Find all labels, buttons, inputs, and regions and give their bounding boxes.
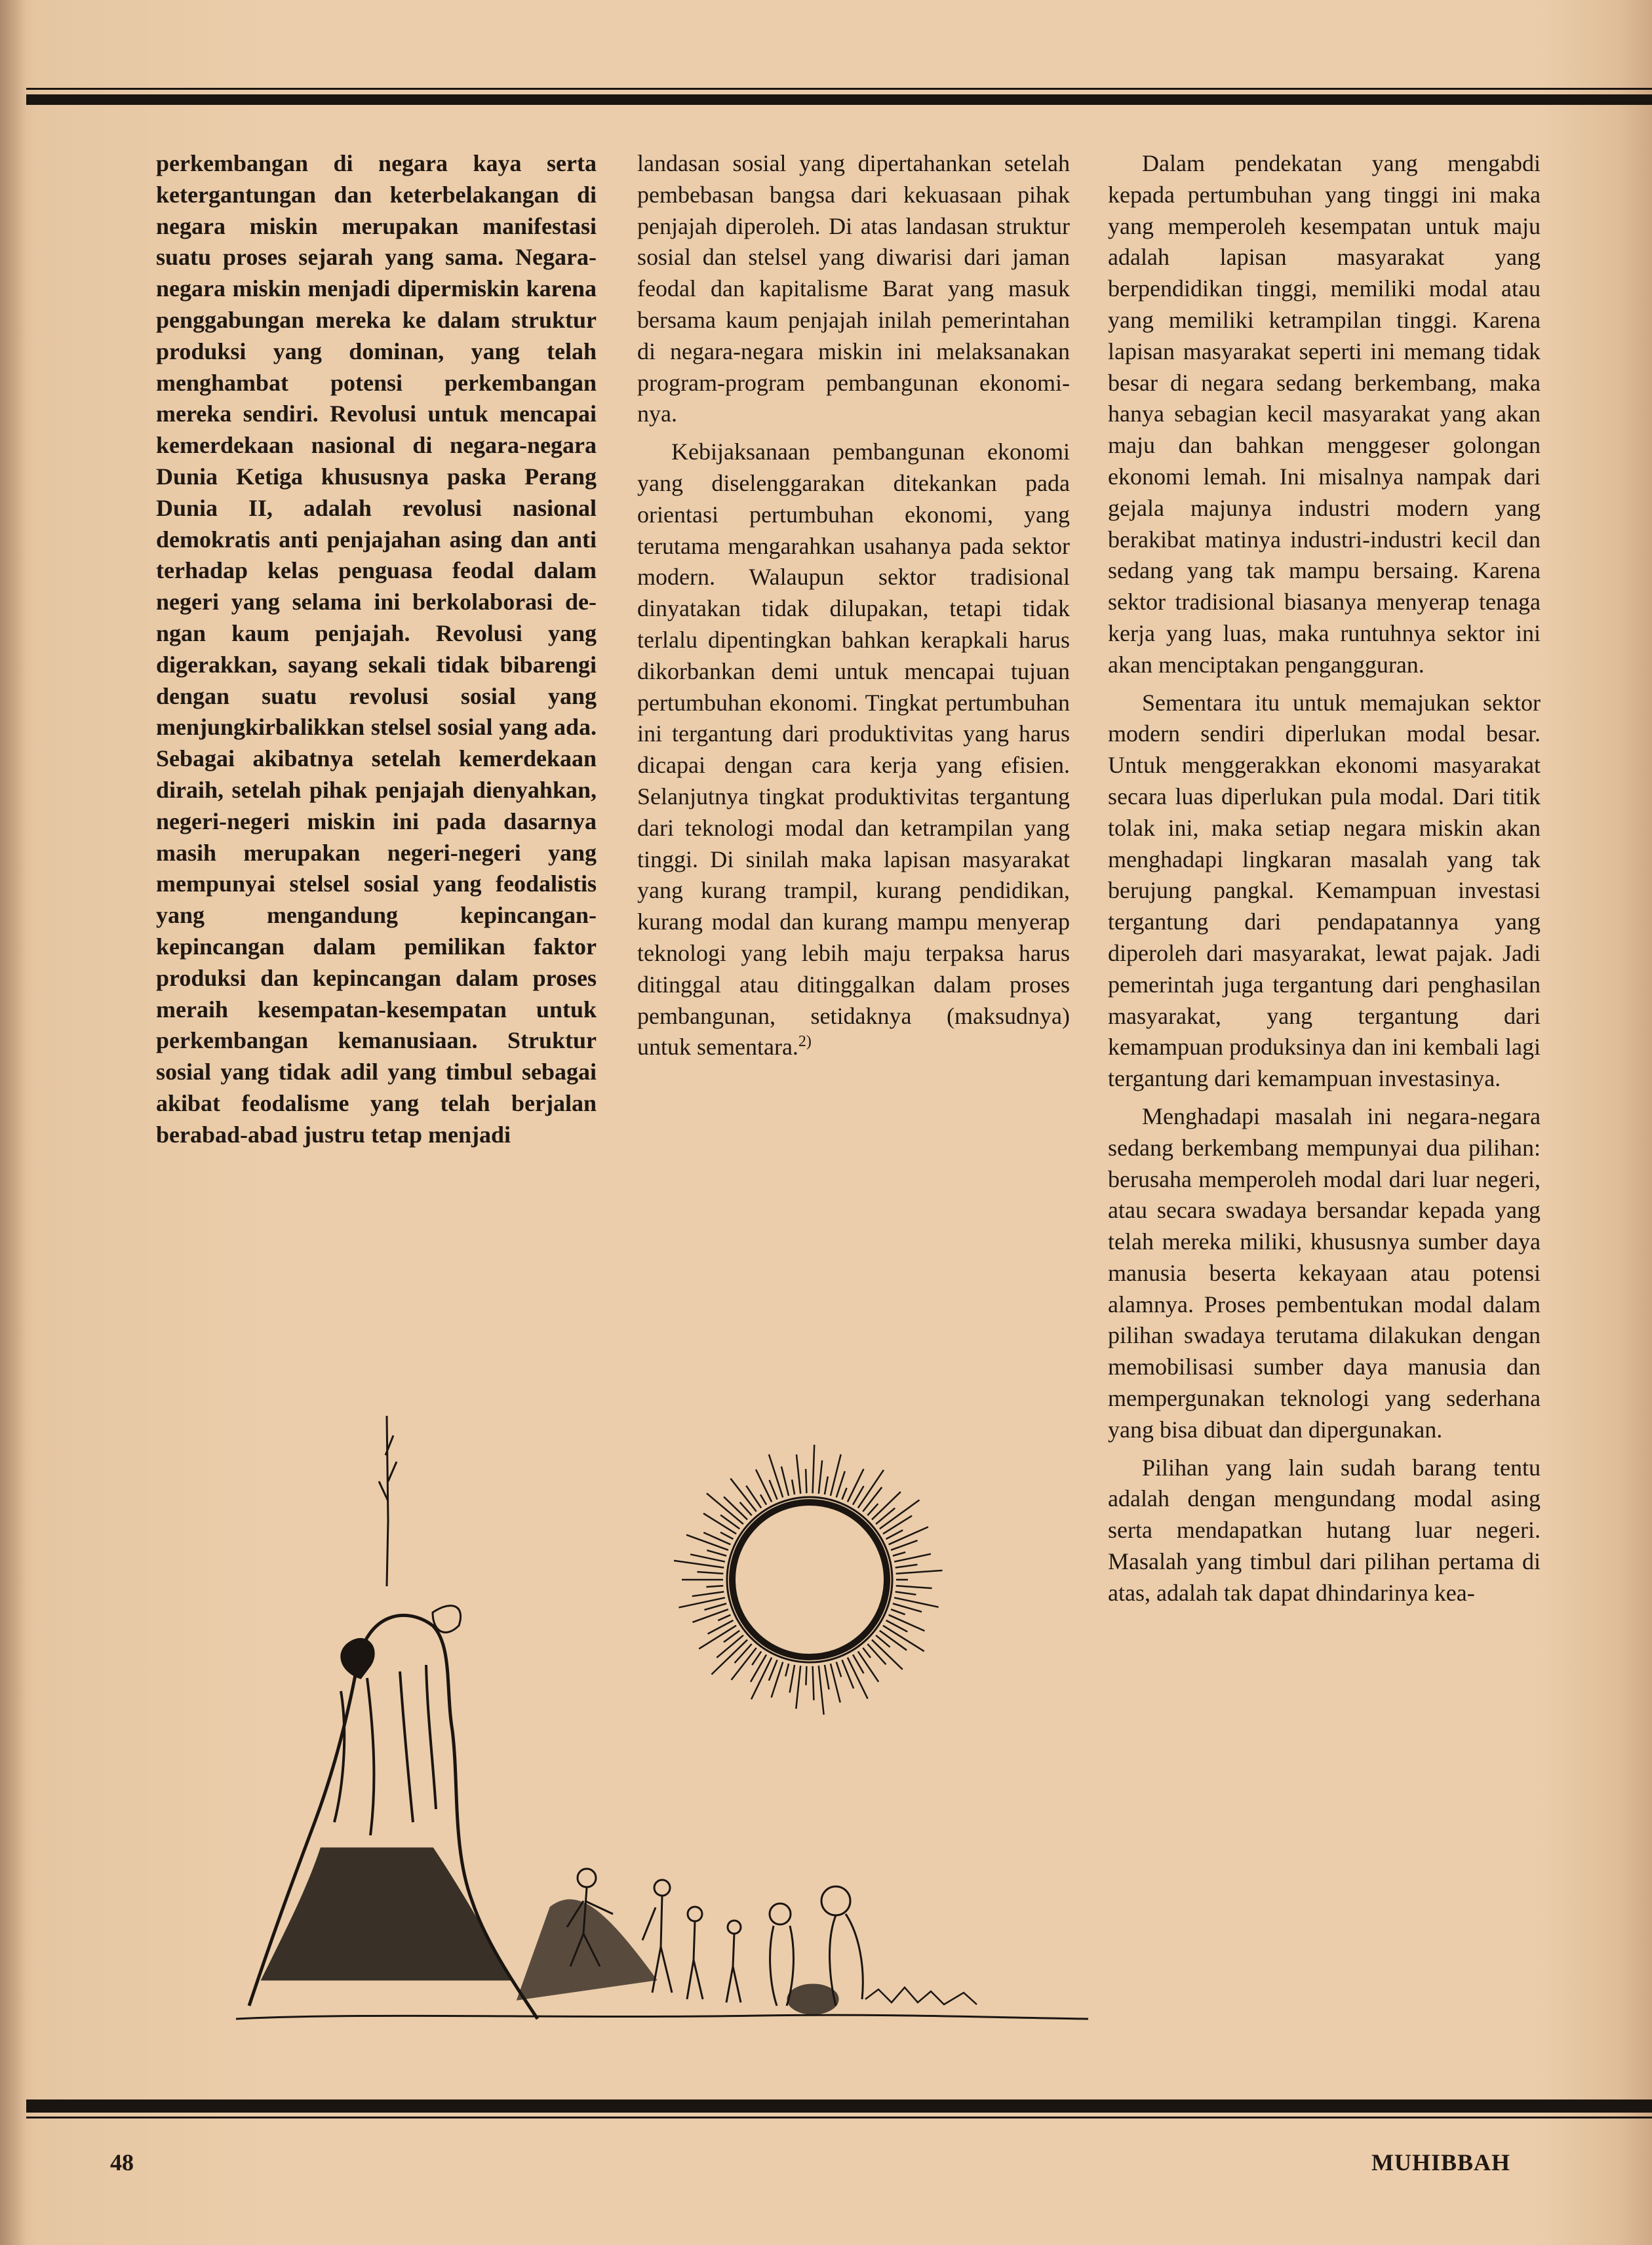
col2-paragraph-2: [637, 437, 1070, 1063]
sun-ray: [836, 1662, 841, 1677]
sun-drawing: [674, 1445, 942, 1715]
bottom-rule-thin: [26, 2117, 1652, 2118]
sun-ray: [893, 1552, 905, 1556]
top-rule: [26, 94, 1652, 105]
sun-ray: [896, 1571, 943, 1574]
col3-paragraph-1: Dalam pendekatan yang mengabdi kepada pertumbuhan yang tinggi ini maka yang memperoleh kesempatan untuk maju adalah lapisan masyarakat yang berpendidikan tinggi, memiliki modal atau yang memiliki ketrampilan tinggi. Karena lapisan masyarakat seperti ini memang tidak besar di negara sedang berkembang, maka hanya sebagian kecil masyarakat yang akan maju dan bahkan menggeser golongan ekonomi lemah. Ini misalnya nampak dari gejala majunya industri modern yang berakibat matinya industri-industri kecil dan sedang yang tak mampu bersaing. Karena sektor tradisional biasanya menyerap tenaga kerja yang luas, maka runtuhnya sektor ini akan menciptakan pengangguran.: [1108, 150, 1541, 678]
sun-ray: [792, 1479, 795, 1494]
sun-ray: [770, 1480, 777, 1500]
sun-ray: [842, 1660, 854, 1689]
sun-ray: [867, 1504, 878, 1515]
sun-ray: [674, 1561, 724, 1568]
sun-ray: [863, 1648, 871, 1658]
column-1: [156, 148, 597, 1151]
sun-ray: [708, 1620, 734, 1634]
sun-ray: [724, 1497, 747, 1520]
sun-ray: [704, 1603, 726, 1610]
sun-ray: [751, 1654, 766, 1682]
sun-ray: [781, 1466, 789, 1496]
magazine-name: MUHIBBAH: [1371, 2149, 1511, 2176]
sun-ray: [893, 1603, 922, 1612]
sun-ray: [880, 1500, 920, 1529]
sun-ray: [707, 1550, 726, 1556]
sun-ray: [894, 1554, 931, 1562]
sun-ray: [706, 1586, 723, 1587]
sun-ray: [895, 1565, 918, 1568]
col2-paragraph-2-text: Kebijaksanaan pembangunan ekonomi yang diselenggarakan ditekankan pada orientasi pertumbuhan ekonomi, yang terutama mengarahkan usahanya pada sektor modern. Walaupun sektor tradisional dinyatakan tidak dilupakan, tetapi tidak terlalu dipentingkan bahkan kerapkali harus dikorbankan demi untuk mencapai tujuan pertumbuhan ekonomi. Tingkat pertumbuhan ini tergantung dari produktivitas yang harus dicapai dengan cara kerja yang efisien. Selanjutnya tingkat produktivitas tergantung dari teknologi modal dan ketrampilan yang tinggi. Di sinilah maka lapisan masyarakat yang kurang trampil, kurang pendidikan, kurang modal dan kurang mampu menyerap teknologi yang lebih maju terpaksa harus ditinggal atau ditinggalkan dalam proses pembangunan, setidaknya (maksudnya) untuk sementara.: [637, 439, 1070, 1061]
sun-ray: [889, 1527, 928, 1544]
col3-paragraph-4: Pilihan yang lain sudah barang tentu adalah dengan mengundang modal asing serta mendapatkan hutang luar negeri. Masalah yang timbul dari pilihan pertama di atas, adalah tak dapat dhindarinya kea-: [1108, 1454, 1541, 1606]
col2-paragraph-1: landasan sosial yang dipertahankan setelah pembebasan bangsa dari kekuasaan pihak penjajah diperoleh. Di atas landasan struktur sosial dan stelsel yang diwarisi dari jaman feodal dan kapitalisme Barat yang masuk bersama kaum penjajah inilah pemerintahan di negara-negara miskin ini melaksanakan program-program pembangunan ekonominya.: [637, 150, 1070, 427]
sun-ray: [867, 1644, 886, 1664]
sun-ray: [735, 1644, 752, 1663]
sun-ray: [769, 1454, 783, 1498]
sun-ray: [819, 1666, 824, 1715]
sun-ray: [825, 1665, 829, 1689]
sun-ray: [886, 1530, 903, 1539]
bottom-rule: [26, 2099, 1652, 2113]
walking-figures-drawing: [518, 1869, 977, 2014]
sun-ray: [756, 1470, 772, 1502]
col3-paragraph-2: Sementara itu untuk memajukan sektor modern sendiri diperlukan modal besar. Untuk menggerakkan ekonomi masyarakat secara luas diperlukan pula modal. Dari titik tolak ini, maka setiap negara miskin akan menghadapi lingkaran masalah yang tak berujung pangkal. Kemampuan investasi tergantung dari pendapatannya yang diperoleh dari masyarakat, lewat pajak. Jadi pemerintah juga tergantung dari penghasilan masyarakat, yang tergantung dari kemampuan produksinya dan ini kembali lagi tergantung dari kemampuan investasinya.: [1108, 689, 1541, 1092]
sun-ray: [785, 1664, 789, 1676]
col1-paragraph-1: perkembangan di negara kaya serta ketergantungan dan keterbelakangan di negara miskin merupakan manifestasi suatu proses sejarah yang sama. Negara-negara miskin menjadi dipermiskin karena penggabungan mereka ke dalam struktur produksi yang dominan, yang telah menghambat potensi perkembangan mereka sendiri. Revolusi untuk mencapai kemerdekaan nasional di negara-negara Dunia Ketiga khususnya paska Perang Dunia II, adalah revolusi nasional demokratis anti penjajahan asing dan anti terhadap kelas penguasa feodal dalam negeri yang selama ini berkolaborasi dengan kaum penjajah. Revolusi yang digerakkan, sayang sekali tidak bibarengi dengan suatu revolusi sosial yang menjungkirbalikkan stelsel sosial yang ada. Sebagai akibatnya setelah kemerdekaan diraih, setelah pihak penjajah dienyahkan, negeri-negeri miskin ini pada dasarnya masih merupakan negeri-negeri yang mempunyai stelsel sosial yang feodalistis yang mengandung kepincangan-kepincangan dalam pemilikan faktor produksi dan kepincangan dalam proses meraih kesempatan-kesempatan untuk perkembangan kemanusiaan. Struktur sosial yang tidak adil yang timbul sebagai akibat feodalisme yang telah berjalan berabad-abad justru tetap menjadi: [156, 150, 597, 1148]
sun-ray: [790, 1665, 795, 1692]
sun-ray: [883, 1515, 912, 1534]
sun-ray: [769, 1660, 777, 1681]
sun-ray: [880, 1631, 907, 1650]
sun-ray: [819, 1460, 822, 1494]
ink-illustration: [236, 1390, 1088, 2078]
page-number: 48: [110, 2149, 134, 2176]
col3-paragraph-3: Menghadapi masalah ini negara-negara sedang berkembang mempunyai dua pilihan: berusaha memperoleh modal dari luar negeri, atau secara swadaya bersandar kepada yang telah mereka miliki, khususnya sumber daya manusia beserta kekayaan atau potensi alamnya. Proses pembentukan modal dalam pilihan swadaya terutama dilakukan dengan memobilisasi sumber daya manusia dan mempergunakan teknologi yang sederhana yang bisa dibuat dan dipergunakan.: [1108, 1103, 1541, 1443]
sun-ray: [697, 1572, 723, 1574]
top-rule-thin: [26, 88, 1652, 90]
sun-ray: [746, 1486, 761, 1508]
sun-ray: [772, 1662, 783, 1698]
sun-ray: [692, 1591, 724, 1596]
sun-ray: [760, 1494, 766, 1505]
column-2: [637, 148, 1070, 1063]
sun-ray: [895, 1591, 916, 1594]
sun-ray: [863, 1487, 882, 1512]
column-3: [1108, 148, 1541, 1609]
sun-ray: [889, 1615, 925, 1631]
sun-ray: [842, 1488, 846, 1500]
footnote-ref: 2): [798, 1033, 812, 1051]
sun-ray: [718, 1615, 730, 1621]
sun-ray: [690, 1554, 725, 1561]
sun-ray: [813, 1666, 814, 1700]
sun-ray: [692, 1609, 728, 1622]
spine-shadow: [0, 0, 26, 2245]
sun-ray: [825, 1476, 828, 1494]
sun-ray: [876, 1508, 895, 1524]
sun-ray: [796, 1454, 800, 1494]
sun-ray: [796, 1666, 800, 1709]
sun-ray: [752, 1651, 761, 1665]
sun-ray: [720, 1532, 733, 1539]
sun-ray: [896, 1586, 932, 1588]
sun-ray: [686, 1535, 728, 1550]
sun-ray: [848, 1469, 864, 1502]
sun-ray: [813, 1445, 815, 1493]
sun-ray: [891, 1609, 905, 1614]
